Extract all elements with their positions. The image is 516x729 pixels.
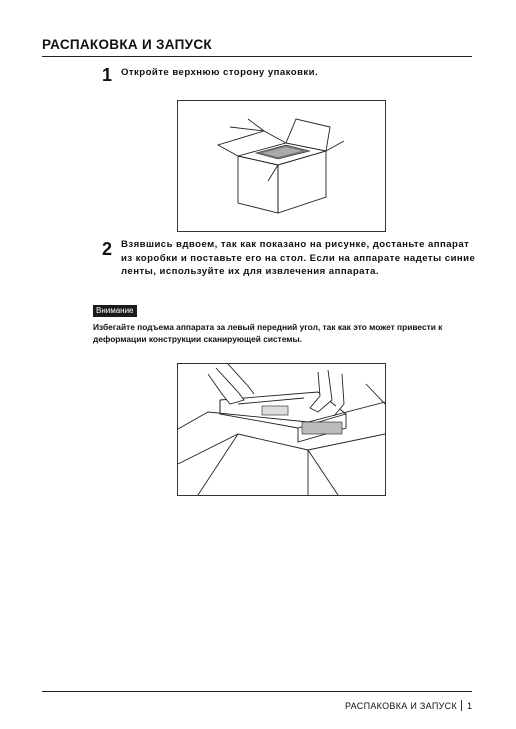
lifting-machine-illustration	[177, 363, 386, 496]
step-2-number: 2	[102, 239, 113, 259]
step-1-number: 1	[102, 65, 113, 85]
title-divider	[42, 56, 472, 57]
caution-text: Избегайте подъема аппарата за левый передний угол, так как это может привести к деформации конструкции сканирующей системы.	[93, 322, 443, 345]
footer-separator	[461, 700, 462, 711]
page-number: 1	[467, 701, 473, 711]
step-1-text: Откройте верхнюю сторону упаковки.	[121, 67, 319, 78]
step-2-text: Взявшись вдвоем, так как показано на рисунке, достаньте аппарат из коробки и поставьте его на стол. Если на аппарате надеты синие ленты, используйте их для извлечения аппарата.	[121, 239, 476, 277]
lifting-machine-drawing	[178, 364, 385, 495]
page-title: РАСПАКОВКА И ЗАПУСК	[42, 37, 212, 52]
caution-badge: Внимание	[93, 305, 137, 317]
open-box-drawing	[178, 101, 385, 231]
open-box-illustration	[177, 100, 386, 232]
footer-section-title: РАСПАКОВКА И ЗАПУСК	[344, 701, 457, 711]
footer-divider	[42, 691, 472, 692]
